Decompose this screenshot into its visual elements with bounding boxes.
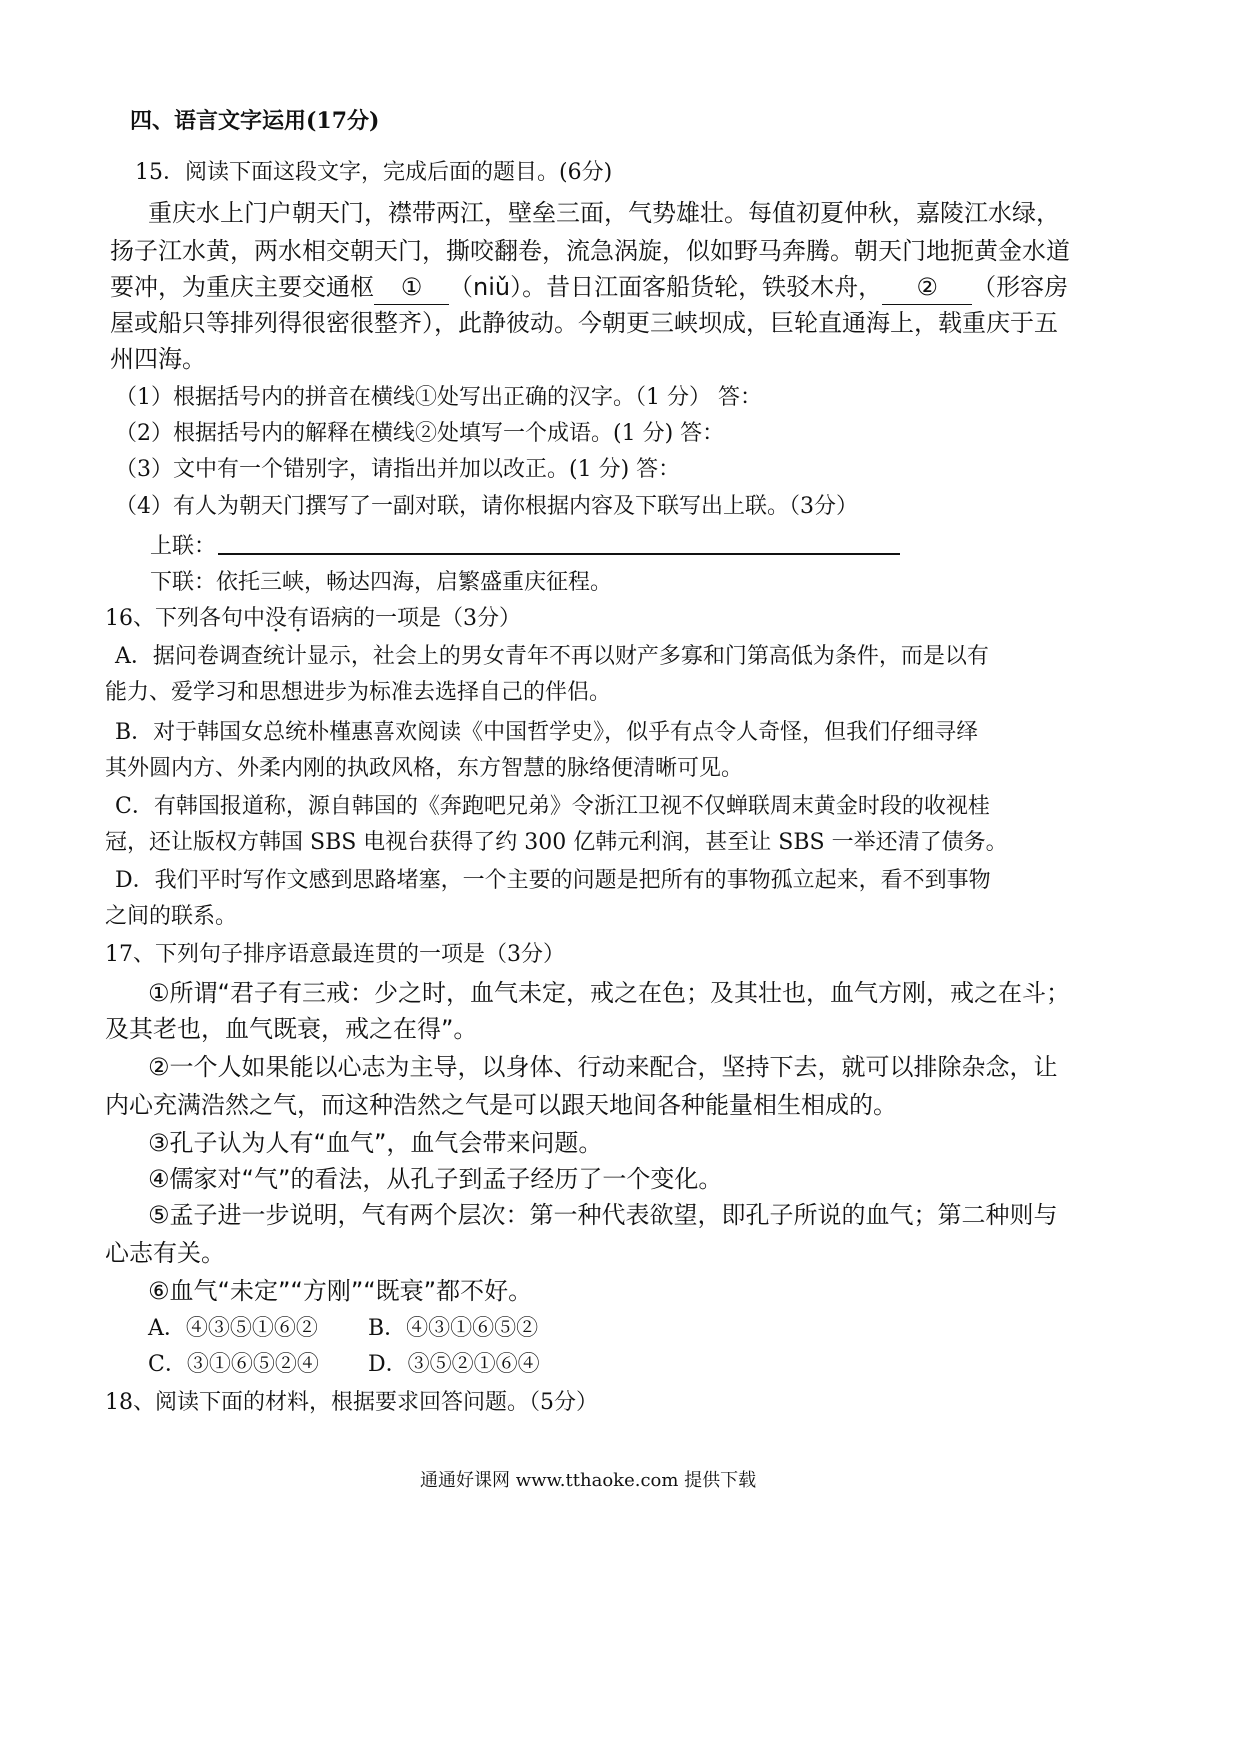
q17-sentence-2b: 内心充满浩然之气，而这种浩然之气是可以跟天地间各种能量相生相成的。 bbox=[105, 1091, 897, 1119]
q17-sentence-4: ④儒家对“气”的看法，从孔子到孟子经历了一个变化。 bbox=[148, 1165, 723, 1193]
q15-sub-3: （3）文中有一个错别字，请指出并加以改正。(1 分) 答： bbox=[115, 457, 681, 482]
q16-stem-a: 16、下列各句中 bbox=[105, 606, 265, 631]
q15-passage-line-4: 屋或船只等排列得很密很整齐），此静彼动。今朝更三峡坝成，巨轮直通海上，载重庆于五 bbox=[110, 309, 1058, 337]
q16-option-c-line-1: C．有韩国报道称，源自韩国的《奔跑吧兄弟》令浙江卫视不仅蝉联周末黄金时段的收视桂 bbox=[115, 794, 990, 819]
q17-sentence-3: ③孔子认为人有“血气”，血气会带来问题。 bbox=[148, 1129, 603, 1157]
q16-option-a-line-1: A．据问卷调查统计显示，社会上的男女青年不再以财产多寡和门第高低为条件，而是以有 bbox=[115, 644, 989, 669]
q16-option-d-line-2: 之间的联系。 bbox=[105, 904, 238, 929]
q18-stem: 18、阅读下面的材料，根据要求回答问题。（5分） bbox=[105, 1390, 598, 1415]
q17-sentence-2a: ②一个人如果能以心志为主导，以身体、行动来配合，坚持下去，就可以排除杂念，让 bbox=[148, 1053, 1058, 1081]
q16-stem-emph-2: 有 bbox=[287, 606, 310, 631]
q15-passage-line-3c: （形容房 bbox=[972, 273, 1069, 301]
q16-option-a-line-2: 能力、爱学习和思想进步为标准去选择自己的伴侣。 bbox=[105, 680, 612, 705]
q16-option-d-line-1: D．我们平时写作文感到思路堵塞，一个主要的问题是把所有的事物孤立起来，看不到事物 bbox=[115, 868, 991, 893]
blank-1: ① bbox=[374, 270, 449, 305]
q17-sentence-5a: ⑤孟子进一步说明，气有两个层次：第一种代表欲望，即孔子所说的血气；第二种则与 bbox=[148, 1201, 1058, 1229]
q15-passage-line-3b: （niǔ）。昔日江面客船货轮，铁驳木舟， bbox=[449, 273, 883, 301]
q15-sub-2: （2）根据括号内的解释在横线②处填写一个成语。(1 分) 答： bbox=[115, 421, 725, 446]
q16-option-c-line-2: 冠，还让版权方韩国 SBS 电视台获得了约 300 亿韩元利润，甚至让 SBS 一举还清了债务。 bbox=[105, 830, 1008, 855]
q15-passage-line-1: 重庆水上门户朝天门，襟带两江，壁垒三面，气势雄壮。每值初夏仲秋，嘉陵江水绿， bbox=[148, 199, 1060, 227]
upper-couplet-label: 上联： bbox=[150, 534, 217, 559]
q15-passage-line-2: 扬子江水黄，两水相交朝天门，撕咬翻卷，流急涡旋，似如野马奔腾。朝天门地扼黄金水道 bbox=[110, 237, 1070, 265]
q16-stem-emph-1: 没 bbox=[265, 606, 288, 631]
q17-option-a: A．④③⑤①⑥② bbox=[148, 1316, 318, 1341]
section-title: 四、语言文字运用(17分) bbox=[130, 108, 380, 134]
q15-passage-line-5: 州四海。 bbox=[110, 345, 206, 373]
q16-stem bbox=[105, 604, 521, 634]
q17-stem: 17、下列句子排序语意最连贯的一项是（3分） bbox=[105, 942, 565, 967]
q15-sub-4: （4）有人为朝天门撰写了一副对联，请你根据内容及下联写出上联。（3分） bbox=[115, 494, 858, 519]
blank-2: ② bbox=[882, 270, 972, 305]
q17-option-d: D．③⑤②①⑥④ bbox=[368, 1352, 540, 1377]
page-footer: 通通好课网 www.tthaoke.com 提供下载 bbox=[420, 1470, 757, 1491]
q15-passage-line-3 bbox=[110, 270, 1068, 305]
q17-sentence-6: ⑥血气“未定”“方刚”“既衰”都不好。 bbox=[148, 1277, 533, 1305]
upper-couplet-answer-line bbox=[218, 553, 900, 555]
q17-option-b: B．④③①⑥⑤② bbox=[368, 1316, 539, 1341]
lower-couplet: 下联：依托三峡，畅达四海，启繁盛重庆征程。 bbox=[150, 570, 613, 595]
q16-option-b-line-1: B．对于韩国女总统朴槿惠喜欢阅读《中国哲学史》，似乎有点令人奇怪，但我们仔细寻绎 bbox=[115, 720, 979, 745]
q16-stem-b: 语病的一项是（3分） bbox=[309, 606, 522, 631]
q15-passage-line-3a: 要冲，为重庆主要交通枢 bbox=[110, 273, 374, 301]
q15-sub-1: （1）根据括号内的拼音在横线①处写出正确的汉字。（1 分） 答： bbox=[115, 385, 762, 410]
q17-sentence-1b: 及其老也，血气既衰，戒之在得”。 bbox=[105, 1015, 478, 1043]
q17-sentence-1a: ①所谓“君子有三戒：少之时，血气未定，戒之在色；及其壮也，血气方刚，戒之在斗； bbox=[148, 979, 1070, 1007]
q17-sentence-5b: 心志有关。 bbox=[105, 1239, 225, 1267]
q17-option-c: C．③①⑥⑤②④ bbox=[148, 1352, 319, 1377]
q15-stem: 15．阅读下面这段文字，完成后面的题目。(6分) bbox=[135, 160, 613, 185]
q16-option-b-line-2: 其外圆内方、外柔内刚的执政风格，东方智慧的脉络便清晰可见。 bbox=[105, 756, 744, 781]
